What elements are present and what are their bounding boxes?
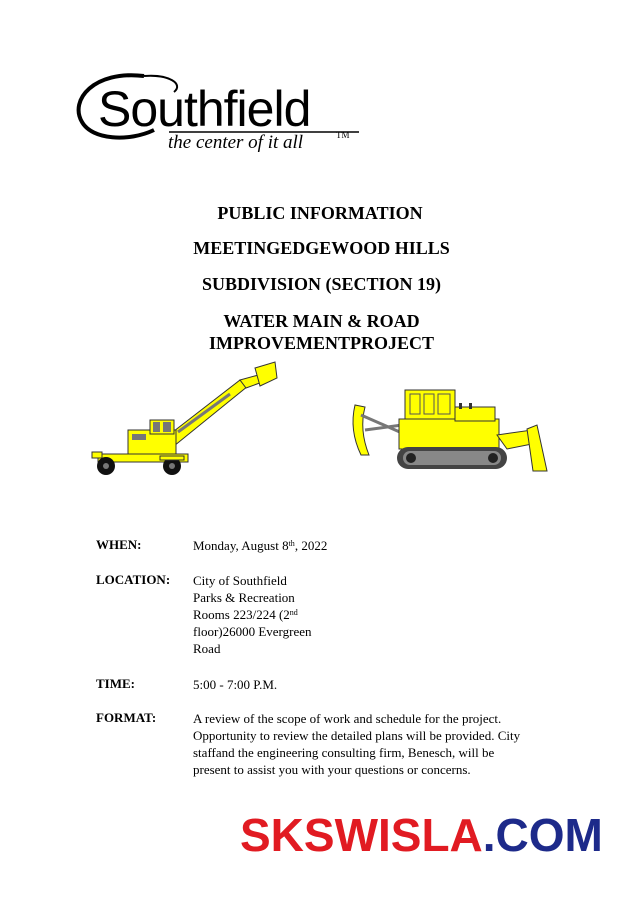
excavator-illustration <box>90 360 285 480</box>
logo-tagline: the center of it all <box>168 132 304 153</box>
logo-trademark: TM <box>336 130 350 140</box>
when-label: WHEN: <box>96 537 142 552</box>
format-line: Opportunity to review the detailed plans will be provided. City <box>193 728 521 743</box>
format-line: present to assist you with your questions or concerns. <box>193 762 471 777</box>
location-line: Road <box>193 641 221 656</box>
watermark <box>240 808 603 862</box>
location-line: City of Southfield <box>193 573 287 588</box>
when-date: Monday, August 8 <box>193 538 289 553</box>
title-line-2: MEETINGEDGEWOOD HILLS <box>193 238 450 258</box>
location-floor-suffix: nd <box>289 608 298 617</box>
location-label: LOCATION: <box>96 572 171 587</box>
watermark-domain: .COM <box>482 809 603 861</box>
format-label: FORMAT: <box>96 710 157 725</box>
bulldozer-icon <box>347 385 550 480</box>
format-line: A review of the scope of work and schedule for the project. <box>193 711 502 726</box>
location-value <box>193 572 538 657</box>
format-value <box>193 710 538 778</box>
title-line-1: PUBLIC INFORMATION <box>217 203 423 223</box>
format-line: staffand the engineering consulting firm, Benesch, will be <box>193 745 495 760</box>
logo-wordmark: Southfield <box>98 81 311 137</box>
when-year: , 2022 <box>294 538 328 553</box>
location-line <box>193 606 538 623</box>
location-rooms: Rooms 223/224 (2 <box>193 607 290 622</box>
excavator-icon <box>90 360 285 480</box>
title-line-4 <box>0 310 643 354</box>
when-value <box>193 537 538 554</box>
title-line-4b: IMPROVEMENTPROJECT <box>209 333 434 353</box>
watermark-name: SKSWISLA <box>240 809 483 861</box>
southfield-logo <box>74 70 364 160</box>
title-line-4a: WATER MAIN & ROAD <box>223 311 420 331</box>
location-line: Parks & Recreation <box>193 590 295 605</box>
location-line: floor)26000 Evergreen <box>193 624 312 639</box>
title-line-3: SUBDIVISION (SECTION 19) <box>201 274 442 294</box>
when-date-suffix: th <box>288 539 295 548</box>
bulldozer-illustration <box>347 385 550 480</box>
time-value: 5:00 - 7:00 P.M. <box>193 677 278 692</box>
time-label: TIME: <box>96 676 135 691</box>
